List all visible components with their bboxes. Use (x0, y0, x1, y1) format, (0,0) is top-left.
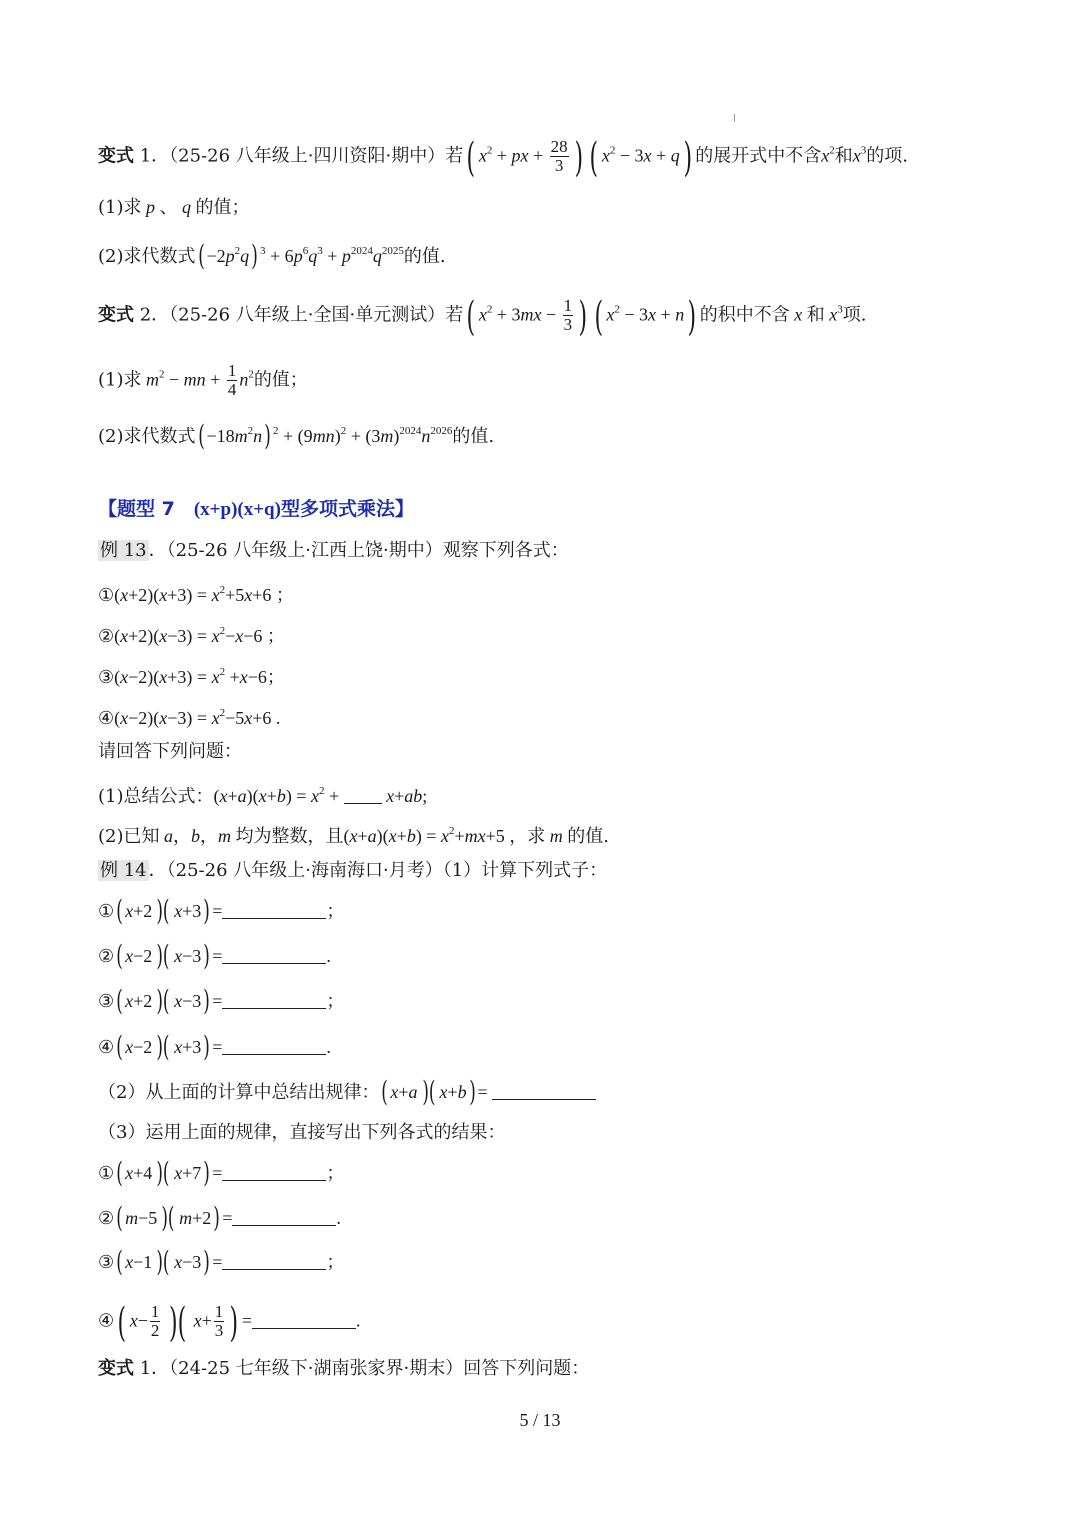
example-14-rule-4: ④( x− $\frac{1}{2}$ )( x+ $\frac{1}{3}$ ) = . (98, 1299, 361, 1346)
example-13-label: 例 13 (100, 540, 147, 561)
page-number: 5 / 13 (519, 1410, 561, 1430)
example-13-question-1: (1)总结公式：$(x+a)(x+b) = x^2 + x+ab$; (98, 785, 428, 807)
variant-b-label: 变式 (98, 1358, 134, 1379)
example-14-item-3: ③( x+2 )( x−3) = ； (98, 984, 345, 1017)
variant-2-source: 2．（25-26 八年级上·全国·单元测试）若 (134, 304, 464, 326)
answer-blank[interactable] (232, 1207, 336, 1226)
variant-2-question-2: (2)求代数式( $-18m^2n$) $^2 + (9mn)^2 + (3m)^{2024}n^{2026}$的值. (98, 419, 495, 452)
answer-blank[interactable] (252, 1310, 356, 1329)
example-14-part-3: （3）运用上面的规律，直接写出下列各式的结果： (98, 1122, 506, 1143)
example-13-item-4: ④(x−2)(x−3) = $x^2-5x+6$ . (98, 707, 281, 729)
variant-1-line: 变式 1．（25-26 八年级上·四川资阳·期中）若( $x^2$ + px + $\frac{28}{3}$ ) ( $x^2 - 3x + q$) 的展开式中不含$x^2$和$x^3$的项. (98, 134, 909, 181)
answer-blank[interactable] (492, 1081, 596, 1100)
example-14-part-2: （2）从上面的计算中总结出规律：( x+a )( x+b) = (98, 1080, 596, 1105)
example-13-question-2: (2)已知 a，b，m 均为整数，且$(x+a)(x+b) = x^2+mx+5$ ，求 m 的值. (98, 825, 610, 847)
answer-blank[interactable] (222, 1251, 326, 1270)
example-13-prompt: 请回答下列问题： (98, 741, 242, 762)
example-13-item-1: ①(x+2)(x+3) = $x^2+5x+6$ ； (98, 584, 294, 606)
example-14-rule-3: ③( x−1 )( x−3) = ； (98, 1245, 345, 1278)
example-14-line: 例 14 ．（25-26 八年级上·海南海口·月考）（1）计算下列式子： (100, 860, 608, 881)
variant-b-line: 变式 1．（24-25 七年级下·湖南张家界·期末）回答下列问题： (98, 1358, 590, 1379)
answer-blank[interactable] (222, 1036, 326, 1055)
answer-blank[interactable] (344, 785, 382, 804)
variant-1-source: 1．（25-26 八年级上·四川资阳·期中）若 (134, 145, 464, 167)
example-14-label: 例 14 (100, 860, 147, 881)
variant-1-label: 变式 (98, 145, 134, 167)
example-14-rule-2: ②( m−5 )( m+2) = . (98, 1201, 341, 1234)
variant-1-question-1: (1)求 p 、 q 的值； (98, 197, 250, 218)
answer-blank[interactable] (222, 900, 326, 919)
variant-2-line: 变式 2．（25-26 八年级上·全国·单元测试）若( $x^2 + 3mx$ − $\frac{1}{3}$ ) ( $x^2 - 3x + n$) 的积中不含 x 和 $x^3$项. (98, 293, 867, 340)
example-14-item-1: ①( x+2 )( x+3) = ； (98, 894, 345, 927)
example-14-rule-1: ①( x+4 )( x+7) = ； (98, 1156, 345, 1189)
variant-2-label: 变式 (98, 304, 134, 326)
section-heading: 【题型 7 (x+p)(x+q)型多项式乘法】 (98, 498, 414, 520)
example-13-item-2: ②(x+2)(x−3) = $x^2-x-6$ ； (98, 625, 285, 647)
variant-1-question-2: (2)求代数式( $-2p^2q$) $^3 + 6p^6q^3 + p^{2024}q^{2025}$的值. (98, 239, 446, 272)
corner-mark (734, 114, 735, 122)
variant-2-question-1: (1)求 $m^2$ − mn + $\frac{1}{4}$ $n^2$的值； (98, 361, 308, 399)
example-13-item-3: ③(x−2)(x+3) = $x^2 +x-6$； (98, 666, 285, 688)
example-14-item-4: ④( x−2 )( x+3) = . (98, 1030, 331, 1063)
answer-blank[interactable] (222, 990, 326, 1009)
answer-blank[interactable] (222, 945, 326, 964)
example-14-item-2: ②( x−2 )( x−3) = . (98, 939, 331, 972)
answer-blank[interactable] (222, 1162, 326, 1181)
example-13-line: 例 13 ．（25-26 八年级上·江西上饶·期中）观察下列各式： (100, 540, 569, 561)
